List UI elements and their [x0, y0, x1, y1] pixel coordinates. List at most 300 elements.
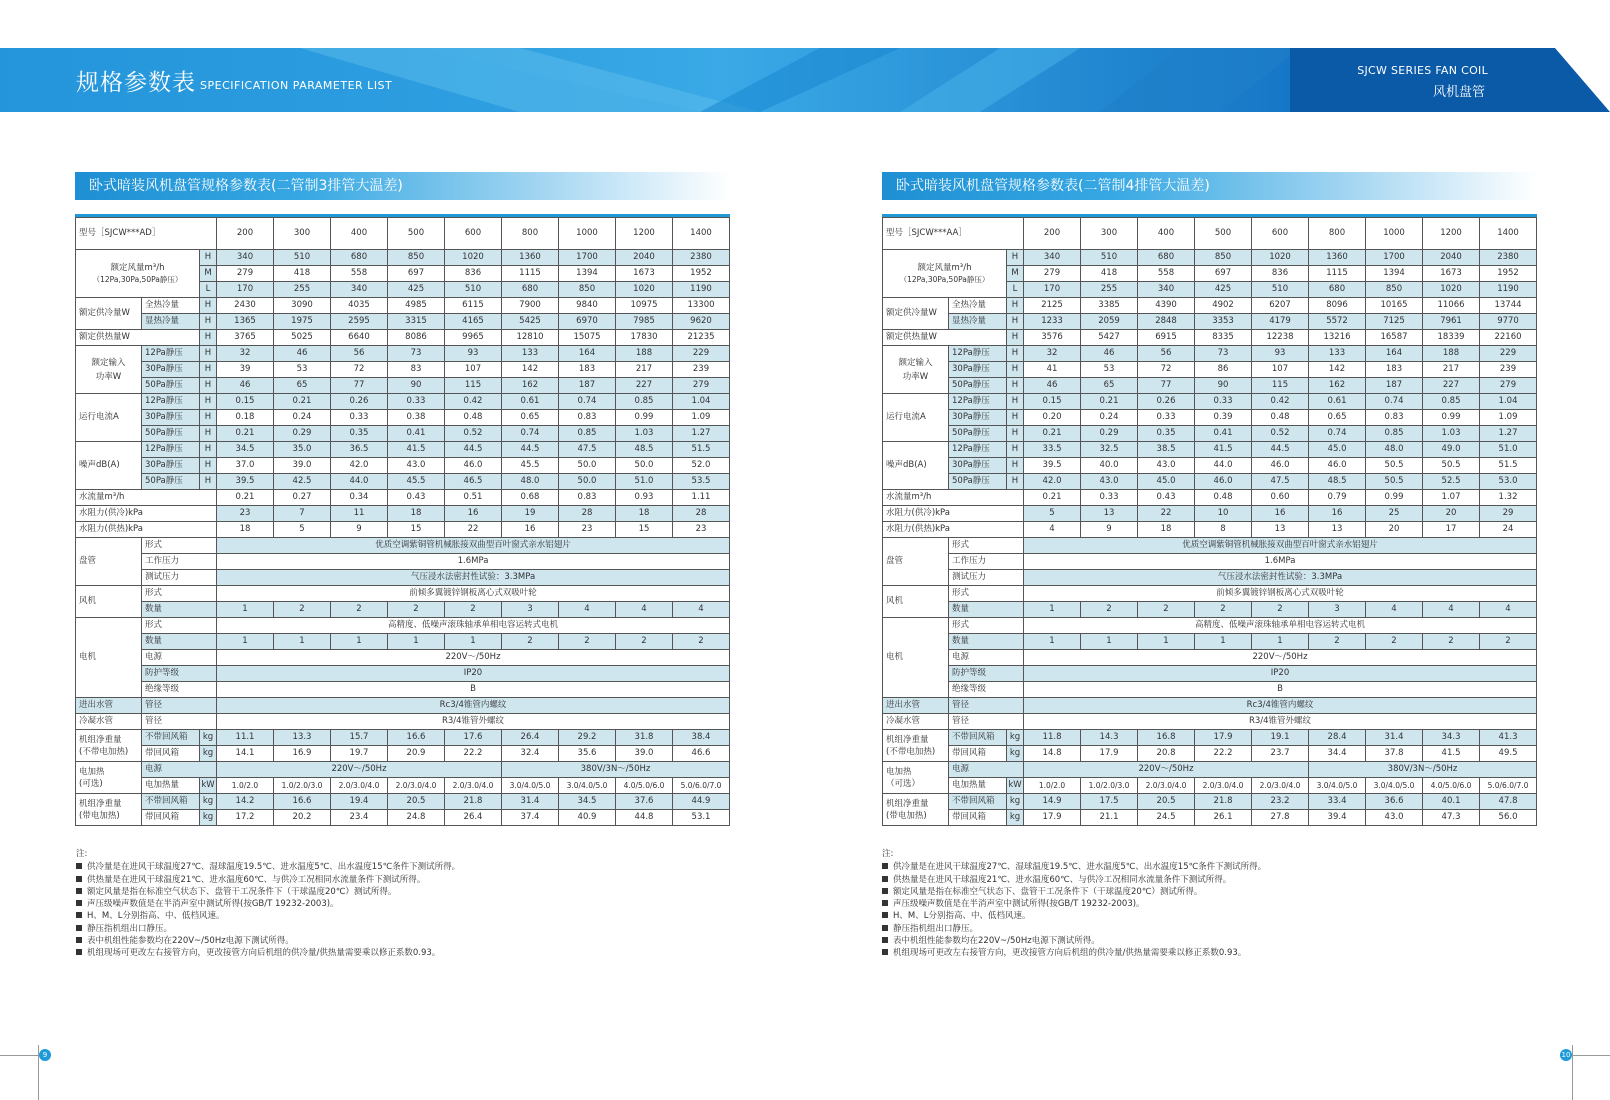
airflow-value: 1020 [1423, 282, 1480, 298]
motor-qty-value: 1 [445, 634, 502, 650]
speed-code: H [1007, 314, 1024, 330]
corner-line [1570, 1055, 1610, 1056]
cooling-sensible-value: 7985 [616, 314, 673, 330]
heater-power-source-label: 电源 [142, 762, 217, 778]
static-pressure-label: 30Pa静压 [142, 410, 200, 426]
size-header: 500 [388, 218, 445, 250]
weight-value: 44.8 [616, 810, 673, 826]
airflow-value: 418 [1081, 266, 1138, 282]
water-resistance-cooling-value: 10 [1195, 506, 1252, 522]
cooling-total-value: 8096 [1309, 298, 1366, 314]
condensate-pipe-label: 冷凝水管 [76, 714, 142, 730]
weight-value: 21.8 [445, 794, 502, 810]
water-resistance-heating-label: 水阻力(供热)kPa [883, 522, 1024, 538]
table-row [76, 554, 730, 570]
insulation-value: B [217, 682, 730, 698]
weight-with-heater-label-line1: 机组净重量 [886, 798, 929, 809]
current-value: 0.20 [1024, 410, 1081, 426]
table-row [883, 586, 1537, 602]
note-item: 供热量是在进风干球温度21℃、进水温度60℃、与供冷工况相同水流量条件下测试所得。 [882, 874, 1266, 886]
table-row [883, 698, 1537, 714]
airflow-value: 680 [502, 282, 559, 298]
unit-kg: kg [1007, 746, 1024, 762]
notes-heading: 注: [882, 849, 894, 859]
table-row [76, 778, 730, 794]
water-resistance-heating-value: 20 [1366, 522, 1423, 538]
heater-power-value: 3.0/4.0/5.0 [1366, 778, 1423, 794]
speed-code: L [1007, 282, 1024, 298]
table-row [883, 714, 1537, 730]
cooling-sensible-value: 4179 [1252, 314, 1309, 330]
airflow-value: 850 [1195, 250, 1252, 266]
current-value: 1.27 [1480, 426, 1537, 442]
water-flow-value: 0.79 [1309, 490, 1366, 506]
series-name-english: SJCW SERIES FAN COIL [1357, 64, 1488, 77]
water-resistance-cooling-value: 19 [502, 506, 559, 522]
airflow-value: 1020 [445, 250, 502, 266]
airflow-value: 1700 [1366, 250, 1423, 266]
power-value: 239 [673, 362, 730, 378]
table-row [76, 746, 730, 762]
table-row [883, 410, 1537, 426]
power-value: 72 [331, 362, 388, 378]
noise-value: 43.0 [1138, 458, 1195, 474]
noise-value: 36.5 [331, 442, 388, 458]
speed-code: H [1007, 442, 1024, 458]
weight-value: 36.6 [1366, 794, 1423, 810]
power-value: 83 [388, 362, 445, 378]
motor-form-value: 高精度、低噪声滚珠轴承单相电容运转式电机 [217, 618, 730, 634]
current-value: 0.74 [1309, 426, 1366, 442]
table-row [76, 682, 730, 698]
table-row [76, 698, 730, 714]
weight-value: 14.3 [1081, 730, 1138, 746]
speed-code: H [1007, 346, 1024, 362]
unit-kg: kg [200, 810, 217, 826]
noise-value: 39.5 [217, 474, 274, 490]
table-row [76, 218, 730, 250]
noise-value: 33.5 [1024, 442, 1081, 458]
weight-value: 44.9 [673, 794, 730, 810]
noise-value: 39.0 [274, 458, 331, 474]
current-value: 0.85 [559, 426, 616, 442]
table-row [76, 314, 730, 330]
table-row [76, 650, 730, 666]
noise-value: 37.0 [217, 458, 274, 474]
airflow-label [76, 250, 200, 298]
weight-value: 37.6 [616, 794, 673, 810]
power-value: 93 [445, 346, 502, 362]
current-value: 0.26 [1138, 394, 1195, 410]
power-value: 229 [1480, 346, 1537, 362]
airflow-label [883, 250, 1007, 298]
current-value: 0.74 [502, 426, 559, 442]
table-row [76, 730, 730, 746]
speed-code: H [200, 426, 217, 442]
airflow-value: 170 [1024, 282, 1081, 298]
table-row [883, 250, 1537, 266]
cooling-total-value: 4902 [1195, 298, 1252, 314]
table-row [883, 602, 1537, 618]
heating-value: 8335 [1195, 330, 1252, 346]
electric-heater-label-line2: (可选) [79, 778, 103, 789]
weight-value: 56.0 [1480, 810, 1537, 826]
water-resistance-cooling-value: 29 [1480, 506, 1537, 522]
heater-power-label: 电加热量 [142, 778, 200, 794]
current-value: 0.33 [388, 394, 445, 410]
heater-power-value: 2.0/3.0/4.0 [1252, 778, 1309, 794]
pipe-size-label: 管径 [142, 714, 217, 730]
current-value: 0.21 [217, 426, 274, 442]
static-pressure-label: 30Pa静压 [949, 458, 1007, 474]
current-value: 1.03 [1423, 426, 1480, 442]
test-pressure-label: 测试压力 [949, 570, 1024, 586]
fan-qty-value: 2 [1081, 602, 1138, 618]
table-row [883, 474, 1537, 490]
size-header: 600 [1252, 218, 1309, 250]
water-resistance-heating-value: 13 [1252, 522, 1309, 538]
motor-qty-label: 数量 [949, 634, 1024, 650]
power-value: 227 [1423, 378, 1480, 394]
power-value: 115 [445, 378, 502, 394]
heater-power-source-value: 220V～/50Hz [1024, 762, 1309, 778]
protection-label: 防护等级 [142, 666, 217, 682]
electric-heater-label-line2: （可选） [886, 778, 921, 789]
water-resistance-cooling-value: 18 [388, 506, 445, 522]
motor-qty-value: 1 [1252, 634, 1309, 650]
current-value: 0.15 [1024, 394, 1081, 410]
water-resistance-heating-value: 9 [331, 522, 388, 538]
power-value: 115 [1252, 378, 1309, 394]
weight-value: 17.5 [1081, 794, 1138, 810]
weight-value: 15.7 [331, 730, 388, 746]
motor-form-label: 形式 [949, 618, 1024, 634]
heating-value: 5427 [1081, 330, 1138, 346]
airflow-value: 680 [1138, 250, 1195, 266]
power-value: 107 [1252, 362, 1309, 378]
airflow-value: 510 [1081, 250, 1138, 266]
water-resistance-heating-value: 24 [1480, 522, 1537, 538]
size-header: 600 [445, 218, 502, 250]
noise-value: 48.5 [1309, 474, 1366, 490]
noise-value: 45.0 [1309, 442, 1366, 458]
power-value: 142 [502, 362, 559, 378]
noise-value: 45.0 [1138, 474, 1195, 490]
weight-value: 20.5 [1138, 794, 1195, 810]
cooling-sensible-value: 3353 [1195, 314, 1252, 330]
current-value: 0.29 [274, 426, 331, 442]
static-pressure-label: 50Pa静压 [142, 378, 200, 394]
motor-label: 电机 [76, 618, 142, 698]
weight-value: 46.6 [673, 746, 730, 762]
power-label-line2: 功率W [95, 371, 122, 382]
heater-power-value: 5.0/6.0/7.0 [673, 778, 730, 794]
weight-value: 24.8 [388, 810, 445, 826]
motor-qty-label: 数量 [142, 634, 217, 650]
size-header: 1000 [559, 218, 616, 250]
note-item: 额定风量是指在标准空气状态下、盘管干工况条件下（干球温度20℃）测试所得。 [882, 886, 1266, 898]
cooling-sensible-value: 3315 [388, 314, 445, 330]
airflow-value: 1394 [559, 266, 616, 282]
water-resistance-cooling-value: 11 [331, 506, 388, 522]
weight-value: 22.2 [1195, 746, 1252, 762]
model-label: 型号［SJCW***AD］ [76, 218, 217, 250]
no-return-box-label: 不带回风箱 [949, 730, 1007, 746]
power-value: 187 [559, 378, 616, 394]
airflow-value: 680 [1309, 282, 1366, 298]
size-header: 400 [1138, 218, 1195, 250]
airflow-value: 1115 [502, 266, 559, 282]
table-row [883, 458, 1537, 474]
water-resistance-heating-label: 水阻力(供热)kPa [76, 522, 217, 538]
speed-code: H [200, 442, 217, 458]
table-row [883, 762, 1537, 778]
size-header: 800 [502, 218, 559, 250]
heater-power-value: 1.0/2.0/3.0 [1081, 778, 1138, 794]
table-row [76, 618, 730, 634]
table-row [76, 586, 730, 602]
power-value: 183 [559, 362, 616, 378]
static-pressure-label: 30Pa静压 [949, 362, 1007, 378]
power-value: 46 [1024, 378, 1081, 394]
water-resistance-cooling-value: 23 [217, 506, 274, 522]
water-resistance-cooling-value: 16 [1252, 506, 1309, 522]
weight-value: 11.1 [217, 730, 274, 746]
pipe-size-label: 管径 [142, 698, 217, 714]
noise-value: 51.0 [616, 474, 673, 490]
power-value: 162 [502, 378, 559, 394]
spec-panel-4-row [882, 172, 1537, 826]
fan-label: 风机 [76, 586, 142, 618]
airflow-value: 558 [331, 266, 388, 282]
condensate-pipe-value: R3/4锥管外螺纹 [217, 714, 730, 730]
note-item: 机组现场可更改左右接管方向，更改接管方向后机组的供冷量/供热量需要乘以修正系数0.93。 [76, 947, 460, 959]
noise-value: 35.0 [274, 442, 331, 458]
with-return-box-label: 带回风箱 [949, 810, 1007, 826]
table-row [883, 570, 1537, 586]
note-item: H、M、L分别指高、中、低档风速。 [882, 910, 1266, 922]
weight-with-heater-label [883, 794, 949, 826]
size-header: 1200 [1423, 218, 1480, 250]
noise-value: 38.5 [1138, 442, 1195, 458]
water-resistance-cooling-value: 5 [1024, 506, 1081, 522]
fan-qty-value: 4 [1366, 602, 1423, 618]
weight-value: 14.1 [217, 746, 274, 762]
airflow-value: 1190 [1480, 282, 1537, 298]
model-label: 型号［SJCW***AA］ [883, 218, 1024, 250]
cooling-total-value: 6115 [445, 298, 502, 314]
water-flow-label: 水流量m³/h [883, 490, 1024, 506]
water-resistance-heating-value: 22 [445, 522, 502, 538]
cooling-total-value: 4985 [388, 298, 445, 314]
current-value: 0.85 [616, 394, 673, 410]
power-value: 72 [1138, 362, 1195, 378]
cooling-sensible-value: 7125 [1366, 314, 1423, 330]
motor-qty-value: 2 [1366, 634, 1423, 650]
fan-qty-value: 1 [217, 602, 274, 618]
unit-kg: kg [1007, 730, 1024, 746]
table-row [76, 634, 730, 650]
noise-value: 50.0 [559, 458, 616, 474]
weight-value: 17.9 [1195, 730, 1252, 746]
noise-value: 50.5 [1366, 458, 1423, 474]
airflow-value: 510 [445, 282, 502, 298]
cooling-sensible-value: 1365 [217, 314, 274, 330]
speed-code: H [1007, 474, 1024, 490]
unit-kg: kg [1007, 810, 1024, 826]
table-row [883, 634, 1537, 650]
airflow-value: 1360 [502, 250, 559, 266]
size-header: 500 [1195, 218, 1252, 250]
current-value: 0.74 [559, 394, 616, 410]
power-value: 188 [616, 346, 673, 362]
table-row [76, 570, 730, 586]
fan-qty-value: 2 [445, 602, 502, 618]
coil-form-value: 优质空调紫铜管机械胀接双曲型百叶窗式亲水铝翅片 [1024, 538, 1537, 554]
static-pressure-label: 50Pa静压 [949, 474, 1007, 490]
speed-code: H [1007, 250, 1024, 266]
current-value: 0.33 [1195, 394, 1252, 410]
water-flow-label: 水流量m³/h [76, 490, 217, 506]
weight-value: 41.5 [1423, 746, 1480, 762]
speed-code: H [200, 298, 217, 314]
heater-power-value: 2.0/3.0/4.0 [445, 778, 502, 794]
heating-value: 8086 [388, 330, 445, 346]
weight-value: 21.8 [1195, 794, 1252, 810]
page-title: 规格参数表 [76, 70, 196, 96]
heater-power-value: 3.0/4.0/5.0 [502, 778, 559, 794]
current-label: 运行电流A [76, 394, 142, 442]
heater-power-source-value: 380V/3N～/50Hz [502, 762, 730, 778]
heater-power-value: 1.0/2.0/3.0 [274, 778, 331, 794]
static-pressure-label: 50Pa静压 [949, 378, 1007, 394]
power-label-line2: 功率W [902, 371, 929, 382]
current-value: 0.74 [1366, 394, 1423, 410]
test-pressure-label: 测试压力 [142, 570, 217, 586]
static-pressure-label: 12Pa静压 [949, 394, 1007, 410]
speed-code: H [1007, 298, 1024, 314]
weight-value: 23.4 [331, 810, 388, 826]
power-value: 187 [1366, 378, 1423, 394]
condensate-pipe-label: 冷凝水管 [883, 714, 949, 730]
heating-value: 12810 [502, 330, 559, 346]
noise-value: 51.5 [673, 442, 730, 458]
water-resistance-cooling-label: 水阻力(供冷)kPa [76, 506, 217, 522]
current-value: 0.29 [1081, 426, 1138, 442]
noise-value: 46.0 [1309, 458, 1366, 474]
table-row [76, 458, 730, 474]
cooling-total-value: 13300 [673, 298, 730, 314]
fan-qty-value: 4 [1480, 602, 1537, 618]
water-resistance-cooling-label: 水阻力(供冷)kPa [883, 506, 1024, 522]
water-resistance-cooling-value: 13 [1081, 506, 1138, 522]
table-row [883, 378, 1537, 394]
table-row [883, 330, 1537, 346]
motor-power-label: 电源 [949, 650, 1024, 666]
table-row [76, 794, 730, 810]
power-value: 229 [673, 346, 730, 362]
table-row [76, 426, 730, 442]
power-label-line1: 额定输入 [898, 357, 933, 368]
weight-value: 21.1 [1081, 810, 1138, 826]
airflow-value: 1700 [559, 250, 616, 266]
motor-power-value: 220V～/50Hz [217, 650, 730, 666]
motor-qty-value: 1 [1024, 634, 1081, 650]
weight-with-heater-label-line1: 机组净重量 [79, 798, 122, 809]
current-value: 1.09 [673, 410, 730, 426]
heating-value: 16587 [1366, 330, 1423, 346]
table-row [883, 506, 1537, 522]
protection-label: 防护等级 [949, 666, 1024, 682]
water-flow-value: 0.99 [1366, 490, 1423, 506]
weight-with-heater-label-line2: (带电加热) [79, 810, 120, 821]
size-header: 1000 [1366, 218, 1423, 250]
table-row [883, 650, 1537, 666]
electric-heater-label-line1: 电加热 [886, 766, 912, 777]
current-value: 0.41 [1195, 426, 1252, 442]
coil-form-label: 形式 [142, 538, 217, 554]
weight-value: 41.3 [1480, 730, 1537, 746]
current-value: 0.35 [1138, 426, 1195, 442]
airflow-value: 1020 [1252, 250, 1309, 266]
weight-value: 26.4 [502, 730, 559, 746]
fan-qty-value: 3 [502, 602, 559, 618]
note-item: 供冷量是在进风干球温度27℃、湿球温度19.5℃、进水温度5℃、出水温度15℃条件下测试所得。 [76, 861, 460, 873]
heater-power-value: 1.0/2.0 [1024, 778, 1081, 794]
water-flow-value: 0.21 [217, 490, 274, 506]
header-banner [0, 48, 1610, 112]
water-flow-value: 0.93 [616, 490, 673, 506]
airflow-value: 255 [274, 282, 331, 298]
static-pressure-label: 12Pa静压 [142, 346, 200, 362]
power-value: 183 [1366, 362, 1423, 378]
water-resistance-heating-value: 23 [673, 522, 730, 538]
fan-form-value: 前倾多翼镀锌钢板离心式双吸叶轮 [217, 586, 730, 602]
water-flow-value: 0.51 [445, 490, 502, 506]
power-value: 73 [388, 346, 445, 362]
airflow-value: 1394 [1366, 266, 1423, 282]
airflow-value: 1115 [1309, 266, 1366, 282]
table-row [76, 362, 730, 378]
noise-value: 52.5 [1423, 474, 1480, 490]
noise-value: 43.0 [1081, 474, 1138, 490]
table-row [883, 618, 1537, 634]
airflow-value: 836 [1252, 266, 1309, 282]
noise-value: 44.0 [1195, 458, 1252, 474]
speed-code: H [200, 410, 217, 426]
motor-qty-value: 1 [1138, 634, 1195, 650]
speed-code: H [200, 346, 217, 362]
water-flow-value: 0.34 [331, 490, 388, 506]
power-value: 77 [1138, 378, 1195, 394]
noise-value: 50.0 [559, 474, 616, 490]
note-item: H、M、L分别指高、中、低档风速。 [76, 910, 460, 922]
power-value: 32 [217, 346, 274, 362]
airflow-value: 340 [217, 250, 274, 266]
weight-value: 13.3 [274, 730, 331, 746]
weight-value: 29.2 [559, 730, 616, 746]
motor-qty-value: 2 [502, 634, 559, 650]
work-pressure-value: 1.6MPa [1024, 554, 1537, 570]
motor-qty-value: 1 [217, 634, 274, 650]
cooling-sensible-value: 2848 [1138, 314, 1195, 330]
water-flow-value: 0.27 [274, 490, 331, 506]
heater-power-value: 3.0/4.0/5.0 [559, 778, 616, 794]
fan-qty-value: 4 [616, 602, 673, 618]
table-row [76, 490, 730, 506]
weight-value: 31.4 [502, 794, 559, 810]
test-pressure-value: 气压浸水法密封性试验：3.3MPa [217, 570, 730, 586]
